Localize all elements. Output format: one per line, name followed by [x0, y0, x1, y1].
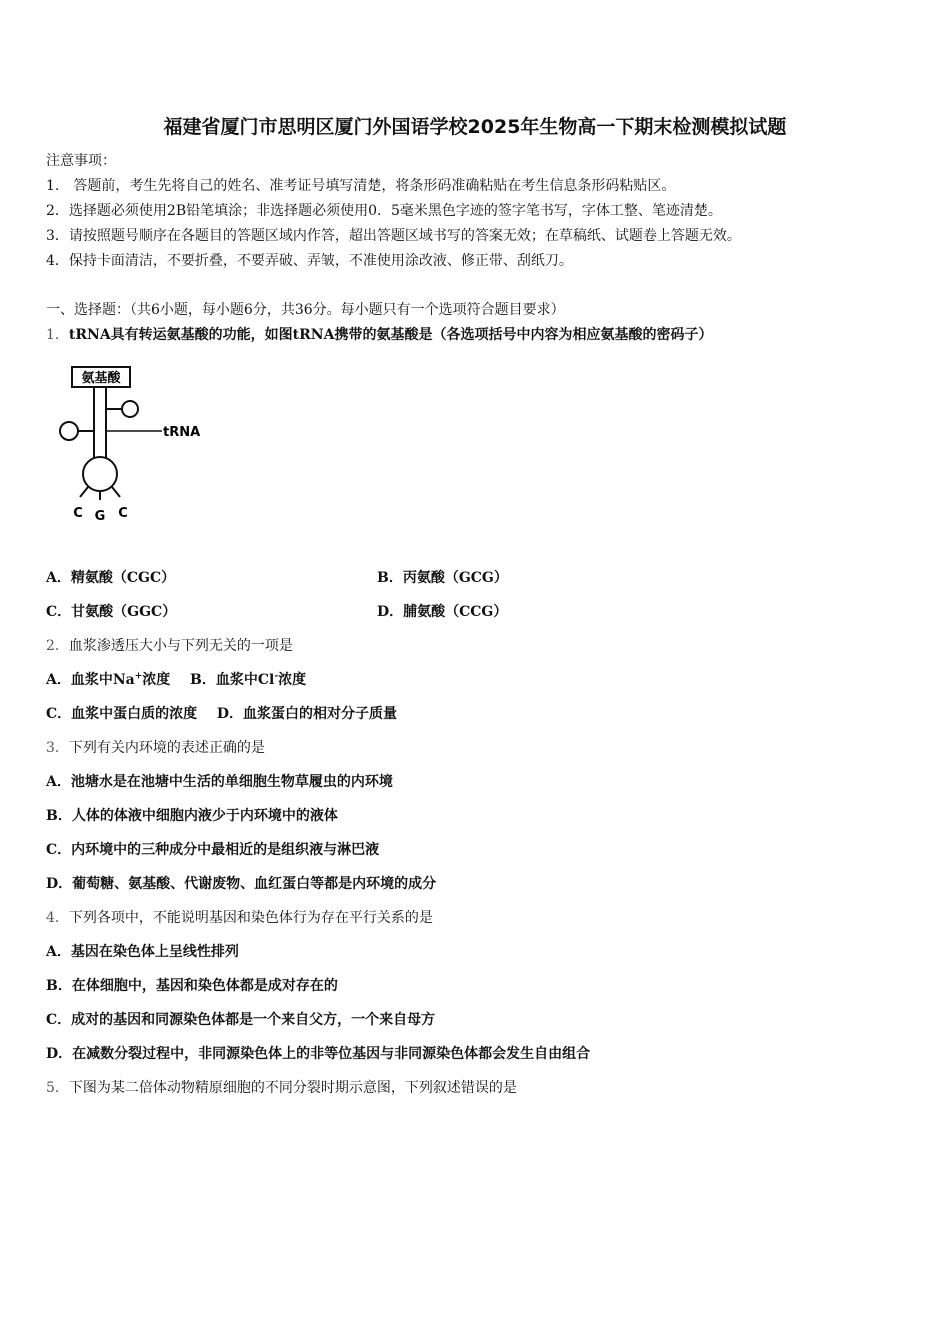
notice-item-3: 3．请按照题号顺序在各题目的答题区域内作答，超出答题区域书写的答案无效；在草稿纸、试题卷上答题无效。: [46, 228, 741, 244]
question-text: 下列各项中，不能说明基因和染色体行为存在平行关系的是: [68, 910, 433, 926]
q1-option-a: A．精氨酸（CGC）: [46, 570, 176, 586]
trna-svg: [50, 360, 220, 530]
question-number: 5．: [46, 1080, 69, 1096]
q3-option-c: C．内环境中的三种成分中最相近的是组织液与淋巴液: [46, 842, 380, 858]
q2-options-ab: [46, 671, 306, 689]
q2-option-b: B．血浆中Cl-浓度: [190, 671, 307, 688]
trna-right-loop: [122, 401, 138, 417]
q3-option-b: B．人体的体液中细胞内液少于内环境中的液体: [46, 808, 338, 824]
question-4: [46, 909, 433, 927]
question-number: 2．: [46, 638, 69, 654]
notice-item-2: 2．选择题必须使用2B铅笔填涂；非选择题必须使用0．5毫米黑色字迹的签字笔书写，字体工整、笔迹清楚。: [46, 203, 722, 219]
q4-option-d: D．在减数分裂过程中，非同源染色体上的非等位基因与非同源染色体都会发生自由组合: [46, 1046, 591, 1062]
q4-option-c: C．成对的基因和同源染色体都是一个来自父方，一个来自母方: [46, 1012, 436, 1028]
base-tick-3: [112, 487, 120, 497]
q2-option-d: D．血浆蛋白的相对分子质量: [216, 706, 398, 722]
anticodon-loop: [83, 457, 117, 491]
page-title: 福建省厦门市思明区厦门外国语学校2025年生物高一下期末检测模拟试题: [163, 116, 787, 138]
notice-item-4: 4．保持卡面清洁，不要折叠，不要弄破、弄皱，不准使用涂改液、修正带、刮纸刀。: [46, 253, 573, 269]
question-text: 血浆渗透压大小与下列无关的一项是: [68, 638, 293, 654]
base-tick-1: [80, 487, 88, 497]
q4-option-a: A．基因在染色体上呈线性排列: [46, 944, 239, 960]
q4-option-b: B．在体细胞中，基因和染色体都是成对存在的: [46, 978, 338, 994]
trna-diagram: [50, 360, 220, 530]
notice-item-1: 1. 答题前，考生先将自己的姓名、准考证号填写清楚，将条形码准确粘贴在考生信息条形码粘贴区。: [46, 178, 676, 194]
question-2: [46, 637, 293, 655]
q2-options-cd: [46, 705, 397, 723]
anticodon-base-3: C: [118, 506, 128, 521]
q3-option-d: D．葡萄糖、氨基酸、代谢废物、血红蛋白等都是内环境的成分: [46, 876, 437, 892]
question-text: 下图为某二倍体动物精原细胞的不同分裂时期示意图，下列叙述错误的是: [68, 1080, 517, 1096]
q2-option-c: C．血浆中蛋白质的浓度: [46, 706, 198, 722]
question-3: [46, 739, 265, 757]
q1-option-c: C．甘氨酸（GGC）: [46, 604, 177, 620]
anticodon-base-2: G: [94, 509, 106, 524]
q1-option-d: D．脯氨酸（CCG）: [377, 604, 508, 620]
trna-left-loop: [60, 422, 78, 440]
question-number: 1．: [46, 327, 69, 343]
amino-acid-label: 氨基酸: [81, 371, 121, 386]
question-1: [46, 326, 712, 344]
notice-heading: 注意事项：: [46, 153, 116, 169]
question-number: 4．: [46, 910, 69, 926]
question-text: tRNA具有转运氨基酸的功能，如图tRNA携带的氨基酸是（各选项括号中内容为相应氨基酸的密码子）: [68, 327, 713, 343]
q3-option-a: A．池塘水是在池塘中生活的单细胞生物草履虫的内环境: [46, 774, 393, 790]
q2-option-a: A．血浆中Na+浓度: [46, 671, 171, 688]
question-5: [46, 1079, 517, 1097]
question-text: 下列有关内环境的表述正确的是: [68, 740, 265, 756]
anticodon-base-1: C: [73, 506, 83, 521]
question-number: 3．: [46, 740, 69, 756]
q1-option-b: B．丙氨酸（GCG）: [377, 570, 508, 586]
trna-label: tRNA: [163, 425, 201, 440]
section-heading: 一、选择题：（共6小题，每小题6分，共36分。每小题只有一个选项符合题目要求）: [46, 302, 565, 318]
